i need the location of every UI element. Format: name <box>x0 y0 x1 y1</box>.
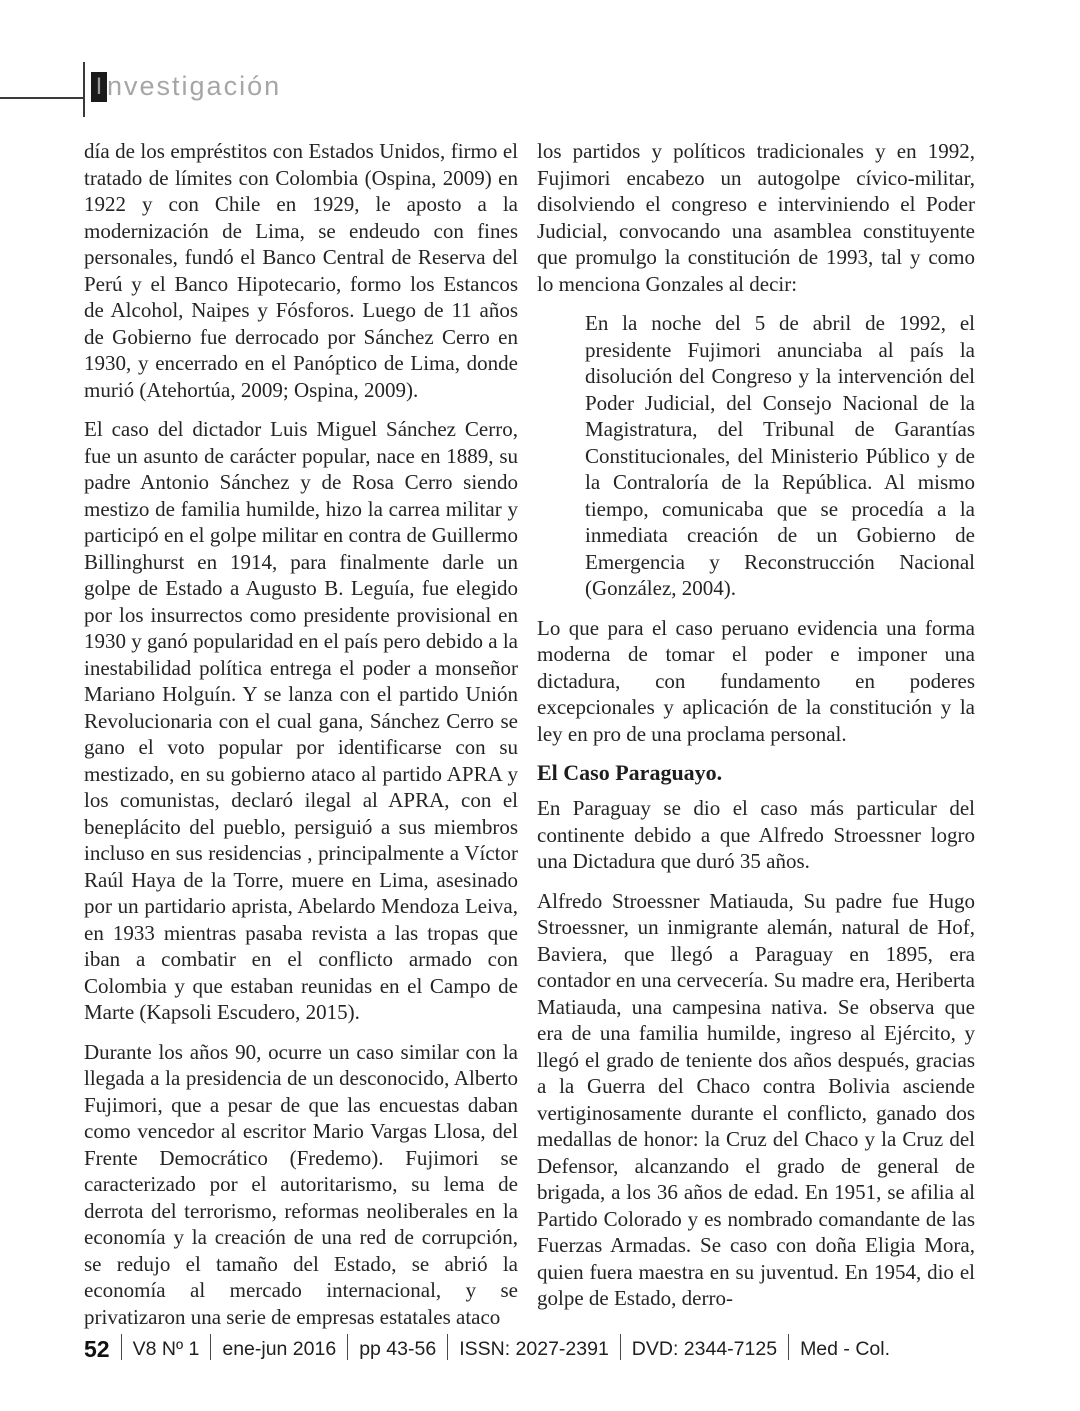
footer-volume: V8 Nº 1 <box>132 1337 200 1360</box>
footer-separator <box>347 1334 348 1360</box>
footer-separator <box>620 1334 621 1360</box>
header-horizontal-rule <box>0 97 83 99</box>
footer-separator <box>121 1334 122 1360</box>
right-column <box>537 138 975 1325</box>
header-vertical-rule <box>83 62 85 117</box>
paragraph-stroessner: Alfredo Stroessner Matiauda, Su padre fue Hugo Stroessner, un inmigrante alemán, natural de Hof, Baviera, que llegó a Paraguay en 1895, era contador en una cervecería. Su madre era, Heriberta Matiauda, una campesina nativa. Se observa que era de una familia humilde, ingreso al Ejército, y llegó el grado de teniente dos años después, gracias a la Guerra del Chaco contra Bolivia asciende vertiginosamente durante el conflicto, ganado dos medallas de honor: la Cruz del Chaco y la Cruz del Defensor, alcanzando el grado de general de brigada, a los 36 años de edad. En 1951, se afilia al Partido Colorado y es nombrado comandante de las Fuerzas Armadas. Se caso con doña Eligia Mora, quien fuera maestra en su juventud. En 1954, dio el golpe de Estado, derro- <box>537 888 975 1310</box>
footer-separator <box>788 1334 789 1360</box>
paragraph-sanchez-cerro: El caso del dictador Luis Miguel Sánchez Cerro, fue un asunto de carácter popular, nace en 1889, su padre Antonio Sánchez y de Rosa Cerro siendo mestizo de familia humilde, hizo la carrea militar y participó en el golpe militar en contra de Guillermo Billinghurst en 1914, para finalmente darle un golpe de Estado a Augusto B. Leguía, fue elegido por los insurrectos como presidente provisional en 1930 y ganó popularidad en el país pero debido a la inestabilidad política entrega el poder a monseñor Mariano Holguín. Y se lanza con el partido Unión Revolucionaria con el cual gana, Sánchez Cerro se gano el voto popular por identificarse con su mestizado, en su gobierno ataco al partido APRA y los comunistas, declaró ilegal al APRA, con el beneplácito del pueblo, persiguió a sus miembros incluso en sus residencias , principalmente a Víctor Raúl Haya de la Torre, muere en Lima, asesinado por un partidario aprista, Abelardo Mendoza Leiva, en 1933 mientras pasaba revista a las tropas que iban a combatir en el conflicto armado con Colombia y que estaban reunidas en el Campo de Marte (Kapsoli Escudero, 2015). <box>84 417 518 1024</box>
page-number: 52 <box>84 1335 110 1362</box>
paragraph-autogolpe: los partidos y políticos tradicionales y en 1992, Fujimori encabezo un autogolpe cívico-militar, disolviendo el congreso e interviniendo el Poder Judicial, convocando una asamblea constituyente que promulgo la constitución de 1993, tal y como lo menciona Gonzales al decir: <box>537 139 975 296</box>
section-title <box>91 71 281 102</box>
block-quote-gonzalez: En la noche del 5 de abril de 1992, el presidente Fujimori anunciaba al país la disolución del Congreso y la intervención del Poder Judicial, del Consejo Nacional de la Magistratura, del Tribunal de Garantías Constitucionales, del Ministerio Público y de la Contraloría de la República. Al mismo tiempo, comunicaba que se procedía a la inmediata creación de un Gobierno de Emergencia y Reconstrucción Nacional (González, 2004). <box>585 311 975 600</box>
left-column <box>84 138 518 1343</box>
footer-issn: ISSN: 2027-2391 <box>459 1337 609 1360</box>
footer-pages: pp 43-56 <box>359 1337 437 1360</box>
paragraph-paraguay-intro: En Paraguay se dio el caso más particular del continente debido a que Alfredo Stroessner logro una Dictadura que duró 35 años. <box>537 796 975 873</box>
footer-separator <box>447 1334 448 1360</box>
paragraph-continuation: día de los empréstitos con Estados Unidos, firmo el tratado de límites con Colombia (Ospina, 2009) en 1922 y con Chile en 1929, le aposto a la modernización de Lima, se endeudo con fines personales, fundó el Banco Central de Reserva del Perú y el Banco Hipotecario, formo los Estancos de Alcohol, Naipes y Fósforos. Luego de 11 años de Gobierno fue derrocado por Sánchez Cerro en 1930, y encerrado en el Panóptico de Lima, donde murió (Atehortúa, 2009; Ospina, 2009). <box>84 139 518 402</box>
section-title-initial-block: I <box>91 72 107 102</box>
footer-separator <box>210 1334 211 1360</box>
footer-date-range: ene-jun 2016 <box>222 1337 337 1360</box>
section-heading-caso-paraguayo: El Caso Paraguayo. <box>537 760 723 785</box>
paragraph-caso-peruano: Lo que para el caso peruano evidencia una forma moderna de tomar el poder e imponer una dictadura, con fundamento en poderes excepcionales y aplicación de la constitución y la ley en pro de una proclama personal. <box>537 615 975 746</box>
section-title-text: nvestigación <box>107 71 282 101</box>
footer-dvd: DVD: 2344-7125 <box>631 1337 778 1360</box>
footer-location: Med - Col. <box>800 1337 891 1360</box>
page-footer <box>84 1332 890 1366</box>
paragraph-fujimori-intro: Durante los años 90, ocurre un caso similar con la llegada a la presidencia de un desconocido, Alberto Fujimori, que a pesar de que las encuestas daban como vencedor al escritor Mario Vargas Llosa, del Frente Democrático (Fredemo). Fujimori se caracterizado por el autoritarismo, su lema de derrota del terrorismo, reformas neoliberales en la economía y la creación de una red de corrupción, se redujo el tamaño del Estado, se abrió la economía al mercado internacional, y se privatizaron una serie de empresas estatales ataco <box>84 1039 518 1329</box>
